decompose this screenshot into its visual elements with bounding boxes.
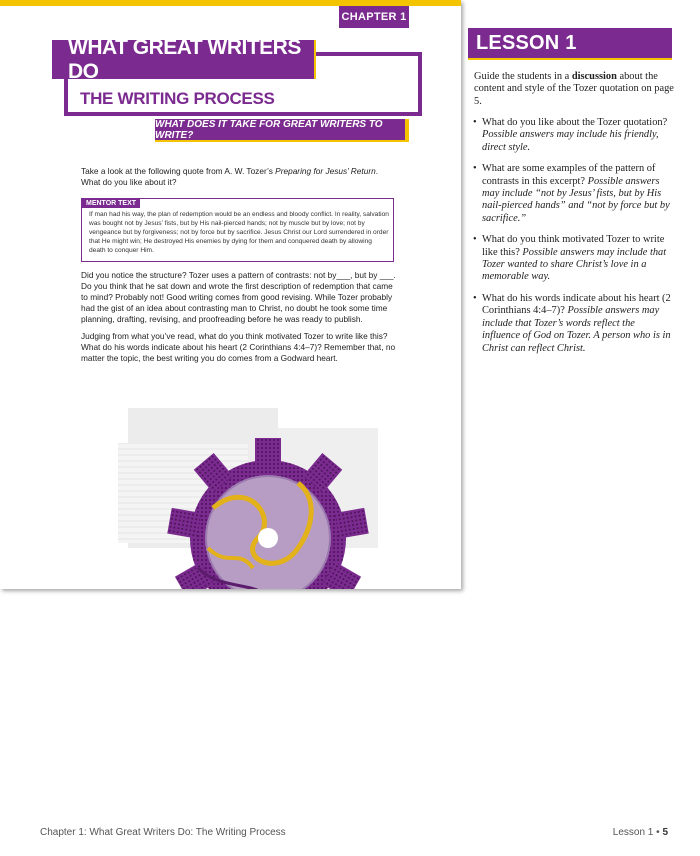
footer-chapter-title: Chapter 1: What Great Writers Do: The Writing Process: [40, 827, 286, 838]
mentor-quote: If man had his way, the plan of redemption would be an endless and bloody conflict. In reality, salvation was bought not by Jesus’ fists, but by His nail-pierced hands; not by muscle but by love; not by vengeance but by forgiveness; not by force but by sacrifice. Jesus Christ our Lord surrendered in order that He might win; He destroyed His enemies by dying for them and conquered death by allowing death to conquer Him.: [89, 211, 389, 254]
page-number: 5: [662, 827, 668, 838]
footer-lesson-label: Lesson 1: [612, 827, 654, 838]
discussion-item: [473, 234, 673, 284]
discussion-questions: [473, 117, 673, 364]
discussion-item: [473, 293, 673, 355]
lesson-header: [468, 28, 672, 60]
page-subtitle: THE WRITING PROCESS: [80, 89, 275, 108]
footer-page-info: [613, 827, 668, 838]
motivation-paragraph: Judging from what you’ve read, what do you think motivated Tozer to write like this? What do his words indicate about his heart (2 Corinthians 4:4–7)? Remember that, no matter the topic, the best writing you do comes from a Godward heart.: [81, 331, 396, 363]
student-page: [0, 0, 461, 589]
intro-after: . What do you like about it?: [81, 166, 379, 187]
discussion-answer: Possible answers may include his friendly, direct style.: [482, 129, 659, 153]
page-title: WHAT GREAT WRITERS DO: [52, 40, 316, 79]
footer-separator: •: [656, 827, 660, 838]
discussion-question: What do you think motivated Tozer to write like this?: [482, 234, 665, 258]
intro-before: Take a look at the following quote from A. W. Tozer’s: [81, 166, 276, 176]
guide-before: Guide the students in a: [474, 71, 572, 82]
structure-paragraph: Did you notice the structure? Tozer uses a pattern of contrasts: not by___, but by ___. Do you think that he sat down and wrote the first description of redemption that came to mind? Probably not! Good writing comes from good revising. While Tozer probably had the gist of an idea about contrasting man to Christ, no doubt he took some time planning, drafting, revising, and proofreading before he was ready to publish.: [81, 270, 396, 324]
mentor-text-box: [81, 198, 394, 262]
chapter-tab: CHAPTER 1: [339, 6, 409, 28]
lesson-title: LESSON 1: [476, 32, 577, 54]
lesson-guide-text: [474, 71, 674, 108]
mentor-text-label: MENTOR TEXT: [82, 199, 140, 208]
discussion-item: [473, 117, 673, 154]
discussion-answer: Possible answers may include “not by Jesus’ fists, but by His nail-pierced hands” and “not by force but by sacrifice.”: [482, 175, 670, 224]
discussion-question: What do you like about the Tozer quotation?: [482, 117, 668, 128]
discussion-question: What are some examples of the pattern of contrasts in this excerpt?: [482, 163, 656, 187]
discussion-answer: Possible answers may include that Tozer’s words reflect the influence of God on Tozer. A person who is in Christ can reflect Christ.: [482, 305, 671, 354]
discussion-question: What do his words indicate about his heart (2 Corinthians 4:4–7)?: [482, 292, 671, 317]
guiding-question: WHAT DOES IT TAKE FOR GREAT WRITERS TO WRITE?: [155, 119, 409, 142]
gear-collage-illustration: [118, 408, 378, 589]
discussion-answer: Possible answers may include that Tozer wanted to share Christ’s love in a memorable way.: [482, 246, 667, 283]
book-title: Preparing for Jesus’ Return: [275, 166, 376, 176]
guide-after: about the content and style of the Tozer quotation on page 5.: [474, 71, 674, 107]
intro-paragraph: [81, 166, 391, 188]
guide-keyword: discussion: [571, 71, 617, 82]
discussion-item: [473, 163, 673, 225]
